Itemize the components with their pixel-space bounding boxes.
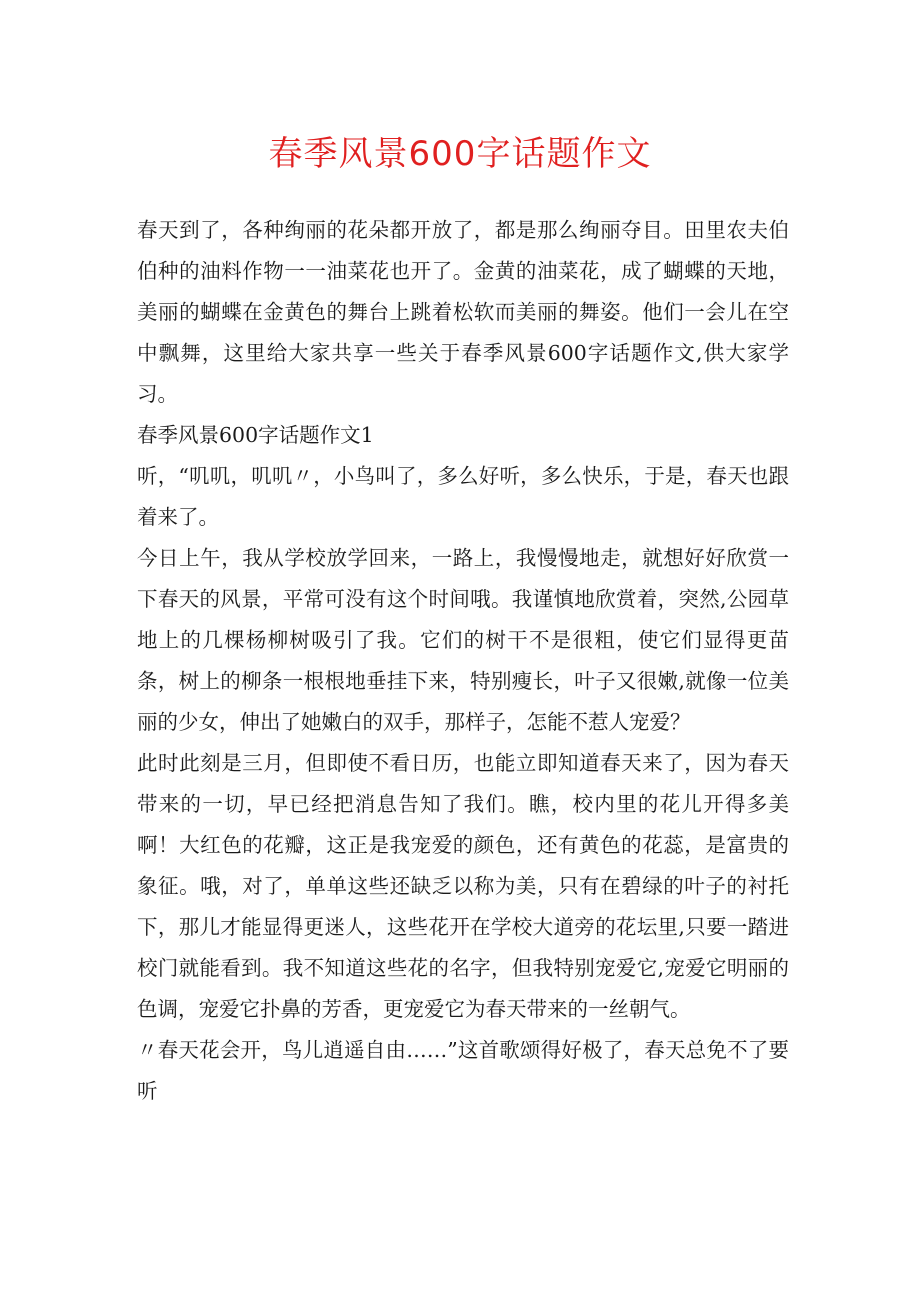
paragraph-willow: 今日上午，我从学校放学回来，一路上，我慢慢地走，就想好好欣赏一下春天的风景，平常可没有这个时间哦。我谨慎地欣赏着，突然,公园草地上的几棵杨柳树吸引了我。它们的树干不是很粗，使它们显得更苗条，树上的柳条一根根地垂挂下来，特别瘦长，叶子又很嫩,就像一位美丽的少女，伸出了她嫩白的双手，那样子，怎能不惹人宠爱？ xyxy=(137,546,789,734)
paragraph-song: 〃春天花会开，鸟儿逍遥自由……”这首歌颂得好极了，春天总免不了要听 xyxy=(137,1038,789,1103)
paragraph-intro: 春天到了，各种绚丽的花朵都开放了，都是那么绚丽夺目。田里农夫伯伯种的油料作物一一油菜花也开了。金黄的油菜花，成了蝴蝶的天地，美丽的蝴蝶在金黄色的舞台上跳着松软而美丽的舞姿。他们一会儿在空中飘舞，这里给大家共享一些关于春季风景600字话题作文,供大家学习。 xyxy=(137,218,789,406)
document-body xyxy=(137,210,789,1112)
paragraph-flowers: 此时此刻是三月，但即使不看日历，也能立即知道春天来了，因为春天带来的一切，早已经把消息告知了我们。瞧，校内里的花儿开得多美啊！大红色的花瓣，这正是我宠爱的颜色，还有黄色的花蕊，是富贵的象征。哦，对了，单单这些还缺乏以称为美，只有在碧绿的叶子的衬托下，那儿才能显得更迷人，这些花开在学校大道旁的花坛里,只要一踏进校门就能看到。我不知道这些花的名字，但我特别宠爱它,宠爱它明丽的色调，宠爱它扑鼻的芳香，更宠爱它为春天带来的一丝朝气。 xyxy=(137,751,789,1021)
paragraph-bird: 听，“叽叽，叽叽〃，小鸟叫了，多么好听，多么快乐，于是，春天也跟着来了。 xyxy=(137,464,789,529)
section-heading: 春季风景600字话题作文1 xyxy=(137,423,374,447)
document-title: 春季风景600字话题作文 xyxy=(268,134,652,174)
